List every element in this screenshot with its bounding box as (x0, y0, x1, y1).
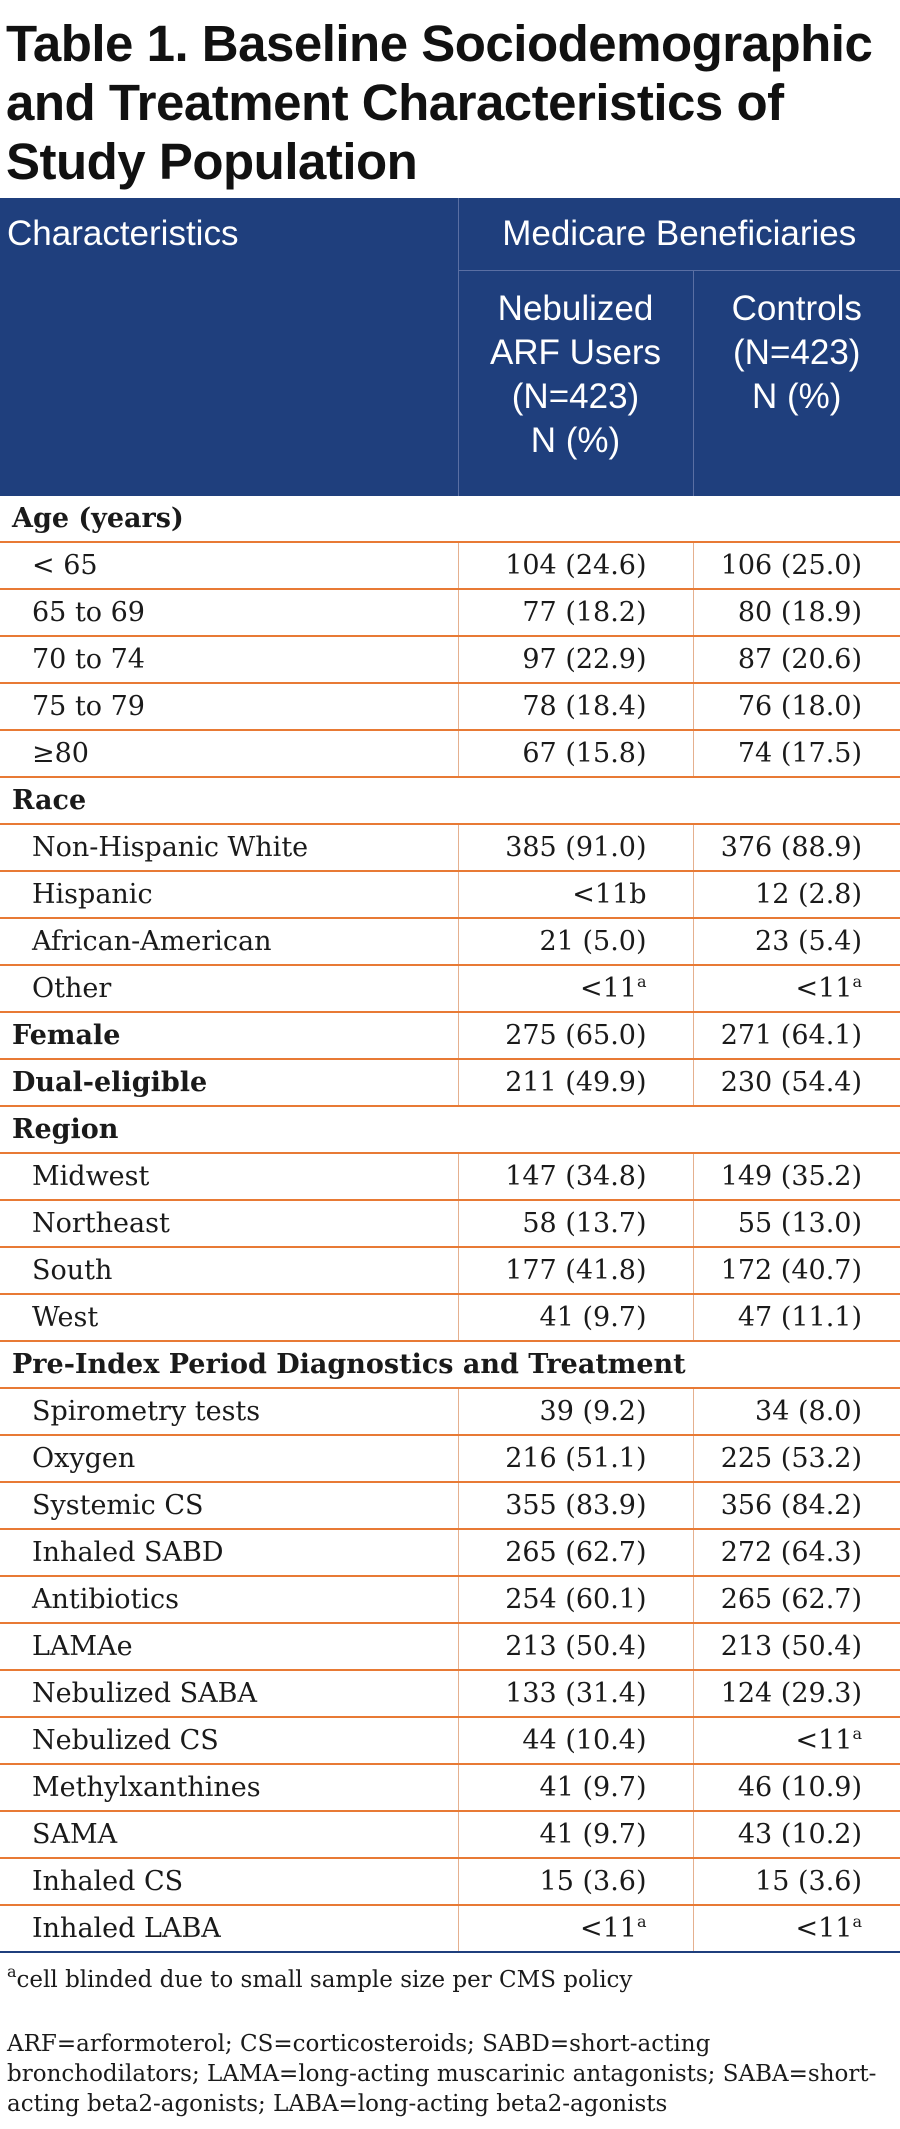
table-row (0, 777, 900, 824)
table-row (0, 1529, 900, 1576)
cell-controls (693, 1294, 900, 1341)
row-label: Inhaled CS (0, 1858, 458, 1905)
table-row (0, 1106, 900, 1153)
cell-nebulized-arf (458, 730, 693, 777)
row-label: SAMA (0, 1811, 458, 1858)
cell-nebulized-arf (458, 1106, 693, 1153)
row-label: 70 to 74 (0, 636, 458, 683)
row-label: ≥80 (0, 730, 458, 777)
table-row (0, 1764, 900, 1811)
cell-controls (693, 1200, 900, 1247)
cell-value: 177 (41.8) (505, 1255, 647, 1286)
cell-controls (693, 871, 900, 918)
cell-controls (693, 730, 900, 777)
cell-controls (693, 1482, 900, 1529)
cell-value: 149 (35.2) (720, 1161, 862, 1192)
cell-nebulized-arf (458, 1811, 693, 1858)
table-row (0, 871, 900, 918)
cell-value: 133 (31.4) (505, 1678, 647, 1709)
cell-controls (693, 1106, 900, 1153)
cell-value: 87 (20.6) (737, 644, 862, 675)
cell-value: 272 (64.3) (720, 1537, 862, 1568)
header-line: Controls (731, 289, 862, 328)
cell-value: 225 (53.2) (720, 1443, 862, 1474)
cell-value: 41 (9.7) (539, 1772, 647, 1803)
cell-nebulized-arf (458, 824, 693, 871)
cell-controls (693, 1247, 900, 1294)
cell-value: 97 (22.9) (522, 644, 647, 675)
table-row (0, 683, 900, 730)
cell-value: 211 (49.9) (505, 1067, 647, 1098)
cell-controls (693, 542, 900, 589)
cell-controls (693, 965, 900, 1012)
footnote-marker: a (7, 1962, 17, 1981)
cell-nebulized-arf (458, 636, 693, 683)
characteristics-table (0, 198, 900, 1953)
row-label: Inhaled LABA (0, 1905, 458, 1952)
cell-value: 41 (9.7) (539, 1302, 647, 1333)
cell-nebulized-arf (458, 871, 693, 918)
header-controls (693, 271, 900, 497)
header-line: N (%) (530, 421, 621, 460)
cell-value: 21 (5.0) (539, 926, 647, 957)
table-row (0, 1153, 900, 1200)
table-row (0, 1341, 900, 1388)
footnote-marker: a (852, 1912, 862, 1931)
title-line: Table 1. Baseline Sociodemographic (6, 15, 873, 72)
table-row (0, 1294, 900, 1341)
header-row-1 (0, 198, 900, 271)
cell-controls (693, 1858, 900, 1905)
cell-value: 46 (10.9) (737, 1772, 862, 1803)
cell-nebulized-arf (458, 1153, 693, 1200)
row-label: Oxygen (0, 1435, 458, 1482)
cell-value: 39 (9.2) (539, 1396, 647, 1427)
row-label: Region (0, 1106, 458, 1153)
table-title-block (0, 0, 900, 198)
cell-nebulized-arf (458, 1529, 693, 1576)
cell-value: 254 (60.1) (505, 1584, 647, 1615)
table-row (0, 1482, 900, 1529)
cell-controls (693, 1576, 900, 1623)
cell-controls (693, 1435, 900, 1482)
cell-value: 104 (24.6) (505, 550, 647, 581)
cell-value: <11 (795, 1725, 853, 1756)
cell-nebulized-arf (458, 1247, 693, 1294)
cell-value: 47 (11.1) (737, 1302, 862, 1333)
cell-controls (693, 1341, 900, 1388)
row-label: Other (0, 965, 458, 1012)
cell-value: 355 (83.9) (505, 1490, 647, 1521)
cell-nebulized-arf (458, 1905, 693, 1952)
cell-controls (693, 918, 900, 965)
cell-value: 74 (17.5) (737, 738, 862, 769)
header-medicare-beneficiaries: Medicare Beneficiaries (458, 198, 900, 271)
row-label: Antibiotics (0, 1576, 458, 1623)
abbreviations-note: ARF=arformoterol; CS=corticosteroids; SABD=short-acting bronchodilators; LAMA=long-acting muscarinic antagonists; SABA=short-acting beta2-agonists; LABA=long-acting beta2-agonists (7, 2031, 877, 2117)
row-label: Dual-eligible (0, 1059, 458, 1106)
cell-value: 265 (62.7) (505, 1537, 647, 1568)
cell-value: 41 (9.7) (539, 1819, 647, 1850)
cell-value: 376 (88.9) (720, 832, 862, 863)
cell-nebulized-arf (458, 1576, 693, 1623)
cell-nebulized-arf (458, 1294, 693, 1341)
table-row (0, 636, 900, 683)
cell-controls (693, 777, 900, 824)
footnote-marker: a (636, 972, 647, 991)
cell-value: 23 (5.4) (755, 926, 862, 957)
cell-value: 15 (3.6) (539, 1866, 647, 1897)
cell-value: 78 (18.4) (522, 691, 647, 722)
cell-value: 147 (34.8) (505, 1161, 647, 1192)
table-row (0, 496, 900, 542)
table-row (0, 918, 900, 965)
row-label: Female (0, 1012, 458, 1059)
header-nebulized-arf-users (458, 271, 693, 497)
row-label: South (0, 1247, 458, 1294)
cell-value: 230 (54.4) (720, 1067, 862, 1098)
cell-controls (693, 1764, 900, 1811)
cell-nebulized-arf (458, 1623, 693, 1670)
cell-nebulized-arf (458, 542, 693, 589)
cell-nebulized-arf (458, 683, 693, 730)
cell-nebulized-arf (458, 1670, 693, 1717)
cell-controls (693, 1717, 900, 1764)
cell-nebulized-arf (458, 1200, 693, 1247)
table-row (0, 1905, 900, 1952)
cell-value: 67 (15.8) (522, 738, 647, 769)
cell-controls (693, 683, 900, 730)
table-row (0, 589, 900, 636)
footnote-marker: a (636, 1912, 647, 1931)
cell-value: 77 (18.2) (522, 597, 647, 628)
cell-value: 55 (13.0) (737, 1208, 862, 1239)
cell-controls (693, 636, 900, 683)
header-line: (N=423) (733, 333, 861, 372)
cell-nebulized-arf (458, 777, 693, 824)
cell-value: 76 (18.0) (737, 691, 862, 722)
cell-value: 275 (65.0) (505, 1020, 647, 1051)
header-row-2 (0, 271, 900, 497)
row-label: Non-Hispanic White (0, 824, 458, 871)
cell-controls (693, 1670, 900, 1717)
cell-controls (693, 1059, 900, 1106)
cell-value: 43 (10.2) (737, 1819, 862, 1850)
footnote-marker: a (852, 972, 862, 991)
cell-value: 12 (2.8) (755, 879, 862, 910)
cell-value: <11 (795, 1913, 853, 1944)
row-label: 65 to 69 (0, 589, 458, 636)
cell-value: 44 (10.4) (522, 1725, 647, 1756)
table-row (0, 1200, 900, 1247)
cell-value: 265 (62.7) (720, 1584, 862, 1615)
cell-nebulized-arf (458, 1482, 693, 1529)
cell-value: 271 (64.1) (720, 1020, 862, 1051)
row-label: 75 to 79 (0, 683, 458, 730)
row-label: Nebulized CS (0, 1717, 458, 1764)
cell-value: <11 (579, 973, 637, 1004)
cell-nebulized-arf (458, 1059, 693, 1106)
cell-nebulized-arf (458, 1388, 693, 1435)
header-line: ARF Users (489, 333, 662, 372)
title-line: and Treatment Characteristics of (6, 74, 784, 131)
cell-value: 15 (3.6) (755, 1866, 862, 1897)
header-characteristics: Characteristics (0, 198, 458, 271)
cell-value: 80 (18.9) (737, 597, 862, 628)
table-row (0, 1858, 900, 1905)
table-row (0, 1717, 900, 1764)
table-row (0, 1388, 900, 1435)
table-row (0, 965, 900, 1012)
cell-controls (693, 824, 900, 871)
cell-nebulized-arf (458, 918, 693, 965)
cell-controls (693, 589, 900, 636)
cell-controls (693, 1012, 900, 1059)
table-row (0, 1012, 900, 1059)
row-label: Inhaled SABD (0, 1529, 458, 1576)
header-line: (N=423) (511, 377, 640, 416)
footnote (0, 1962, 900, 1995)
cell-value: <11 (795, 973, 853, 1004)
row-label: Nebulized SABA (0, 1670, 458, 1717)
cell-controls (693, 1905, 900, 1952)
row-label: West (0, 1294, 458, 1341)
row-label: African-American (0, 918, 458, 965)
cell-nebulized-arf (458, 589, 693, 636)
cell-nebulized-arf (458, 1435, 693, 1482)
cell-value: 172 (40.7) (720, 1255, 862, 1286)
table-row (0, 1670, 900, 1717)
table-row (0, 1576, 900, 1623)
row-label: Systemic CS (0, 1482, 458, 1529)
row-label: LAMAe (0, 1623, 458, 1670)
cell-nebulized-arf (458, 1717, 693, 1764)
title-line: Study Population (6, 133, 418, 190)
header-line: N (%) (752, 377, 842, 416)
cell-value: 213 (50.4) (505, 1631, 647, 1662)
row-label: Race (0, 777, 458, 824)
row-label: Pre-Index Period Diagnostics and Treatment (0, 1341, 458, 1388)
row-label: Northeast (0, 1200, 458, 1247)
footnote-text: cell blinded due to small sample size per CMS policy (16, 1967, 633, 1993)
cell-controls (693, 1623, 900, 1670)
cell-value: 356 (84.2) (720, 1490, 862, 1521)
footnote-marker: a (852, 1724, 862, 1743)
cell-value: 34 (8.0) (755, 1396, 862, 1427)
cell-value: 124 (29.3) (720, 1678, 862, 1709)
cell-nebulized-arf (458, 1764, 693, 1811)
row-label: Age (years) (0, 496, 458, 542)
cell-value: <11 (579, 1913, 637, 1944)
table-row (0, 824, 900, 871)
table-row (0, 1811, 900, 1858)
cell-nebulized-arf (458, 1858, 693, 1905)
table-row (0, 1247, 900, 1294)
table-title (0, 0, 900, 191)
cell-nebulized-arf (458, 1012, 693, 1059)
cell-value: 58 (13.7) (522, 1208, 647, 1239)
cell-controls (693, 1529, 900, 1576)
cell-value: <11b (572, 879, 647, 910)
cell-value: 216 (51.1) (505, 1443, 647, 1474)
cell-value: 213 (50.4) (720, 1631, 862, 1662)
table-row (0, 1435, 900, 1482)
cell-nebulized-arf (458, 965, 693, 1012)
cell-controls (693, 1153, 900, 1200)
cell-controls (693, 496, 900, 542)
cell-controls (693, 1388, 900, 1435)
cell-value: 106 (25.0) (720, 550, 862, 581)
row-label: Midwest (0, 1153, 458, 1200)
row-label: < 65 (0, 542, 458, 589)
table-row (0, 542, 900, 589)
cell-value: 385 (91.0) (505, 832, 647, 863)
table-body (0, 496, 900, 1952)
table-row (0, 1059, 900, 1106)
table-row (0, 730, 900, 777)
row-label: Methylxanthines (0, 1764, 458, 1811)
cell-controls (693, 1811, 900, 1858)
row-label: Hispanic (0, 871, 458, 918)
header-blank (0, 271, 458, 497)
cell-nebulized-arf (458, 496, 693, 542)
header-line: Nebulized (497, 289, 654, 328)
table-row (0, 1623, 900, 1670)
row-label: Spirometry tests (0, 1388, 458, 1435)
